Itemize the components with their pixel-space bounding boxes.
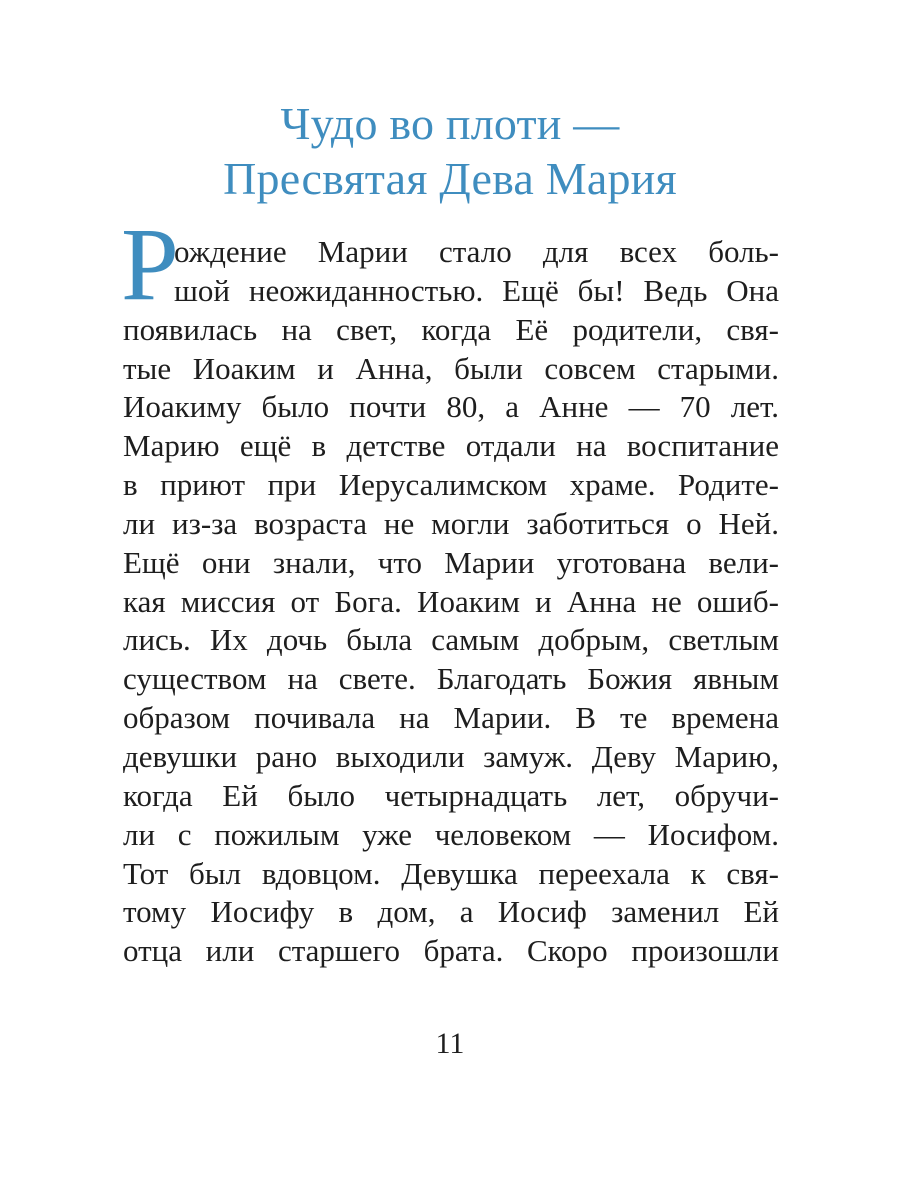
- page-number: 11: [435, 1027, 465, 1060]
- body-line: появилась на свет, когда Её родители, свя-: [123, 311, 779, 347]
- body-line: шой неожиданностью. Ещё бы! Ведь Она: [174, 272, 779, 308]
- body-line: лись. Их дочь была самым добрым, светлым: [123, 622, 779, 658]
- body-line: отца или старшего брата. Скоро произошли: [123, 933, 779, 969]
- body-line: Марию ещё в детстве отдали на воспитание: [123, 428, 779, 464]
- body-line: Ещё они знали, что Марии уготована вели-: [123, 544, 779, 580]
- body-line: ли из-за возраста не могли заботиться о Ней.: [123, 505, 779, 541]
- body-line: девушки рано выходили замуж. Деву Марию,: [123, 738, 779, 774]
- body-line: Иоакиму было почти 80, а Анне — 70 лет.: [123, 389, 779, 425]
- body-line: существом на свете. Благодать Божия явным: [123, 661, 779, 697]
- body-line: в приют при Иерусалимском храме. Родите-: [123, 467, 779, 503]
- body-line: тые Иоаким и Анна, были совсем старыми.: [123, 350, 779, 386]
- chapter-title-line-2: Пресвятая Дева Мария: [223, 153, 677, 204]
- body-line: тому Иосифу в дом, а Иосиф заменил Ей: [123, 894, 779, 930]
- drop-cap-letter: Р: [121, 207, 179, 322]
- body-line: когда Ей было четырнадцать лет, обручи-: [123, 777, 779, 813]
- body-line: ождение Марии стало для всех боль-: [174, 234, 779, 269]
- body-line: кая миссия от Бога. Иоаким и Анна не ошиб-: [123, 583, 779, 619]
- body-text: [123, 233, 779, 971]
- body-line: ли с пожилым уже человеком — Иосифом.: [123, 816, 779, 852]
- body-line: образом почивала на Марии. В те времена: [123, 700, 779, 736]
- chapter-title: [0, 96, 900, 206]
- chapter-title-line-1: Чудо во плоти —: [280, 98, 620, 149]
- body-line: Тот был вдовцом. Девушка переехала к свя-: [123, 855, 779, 891]
